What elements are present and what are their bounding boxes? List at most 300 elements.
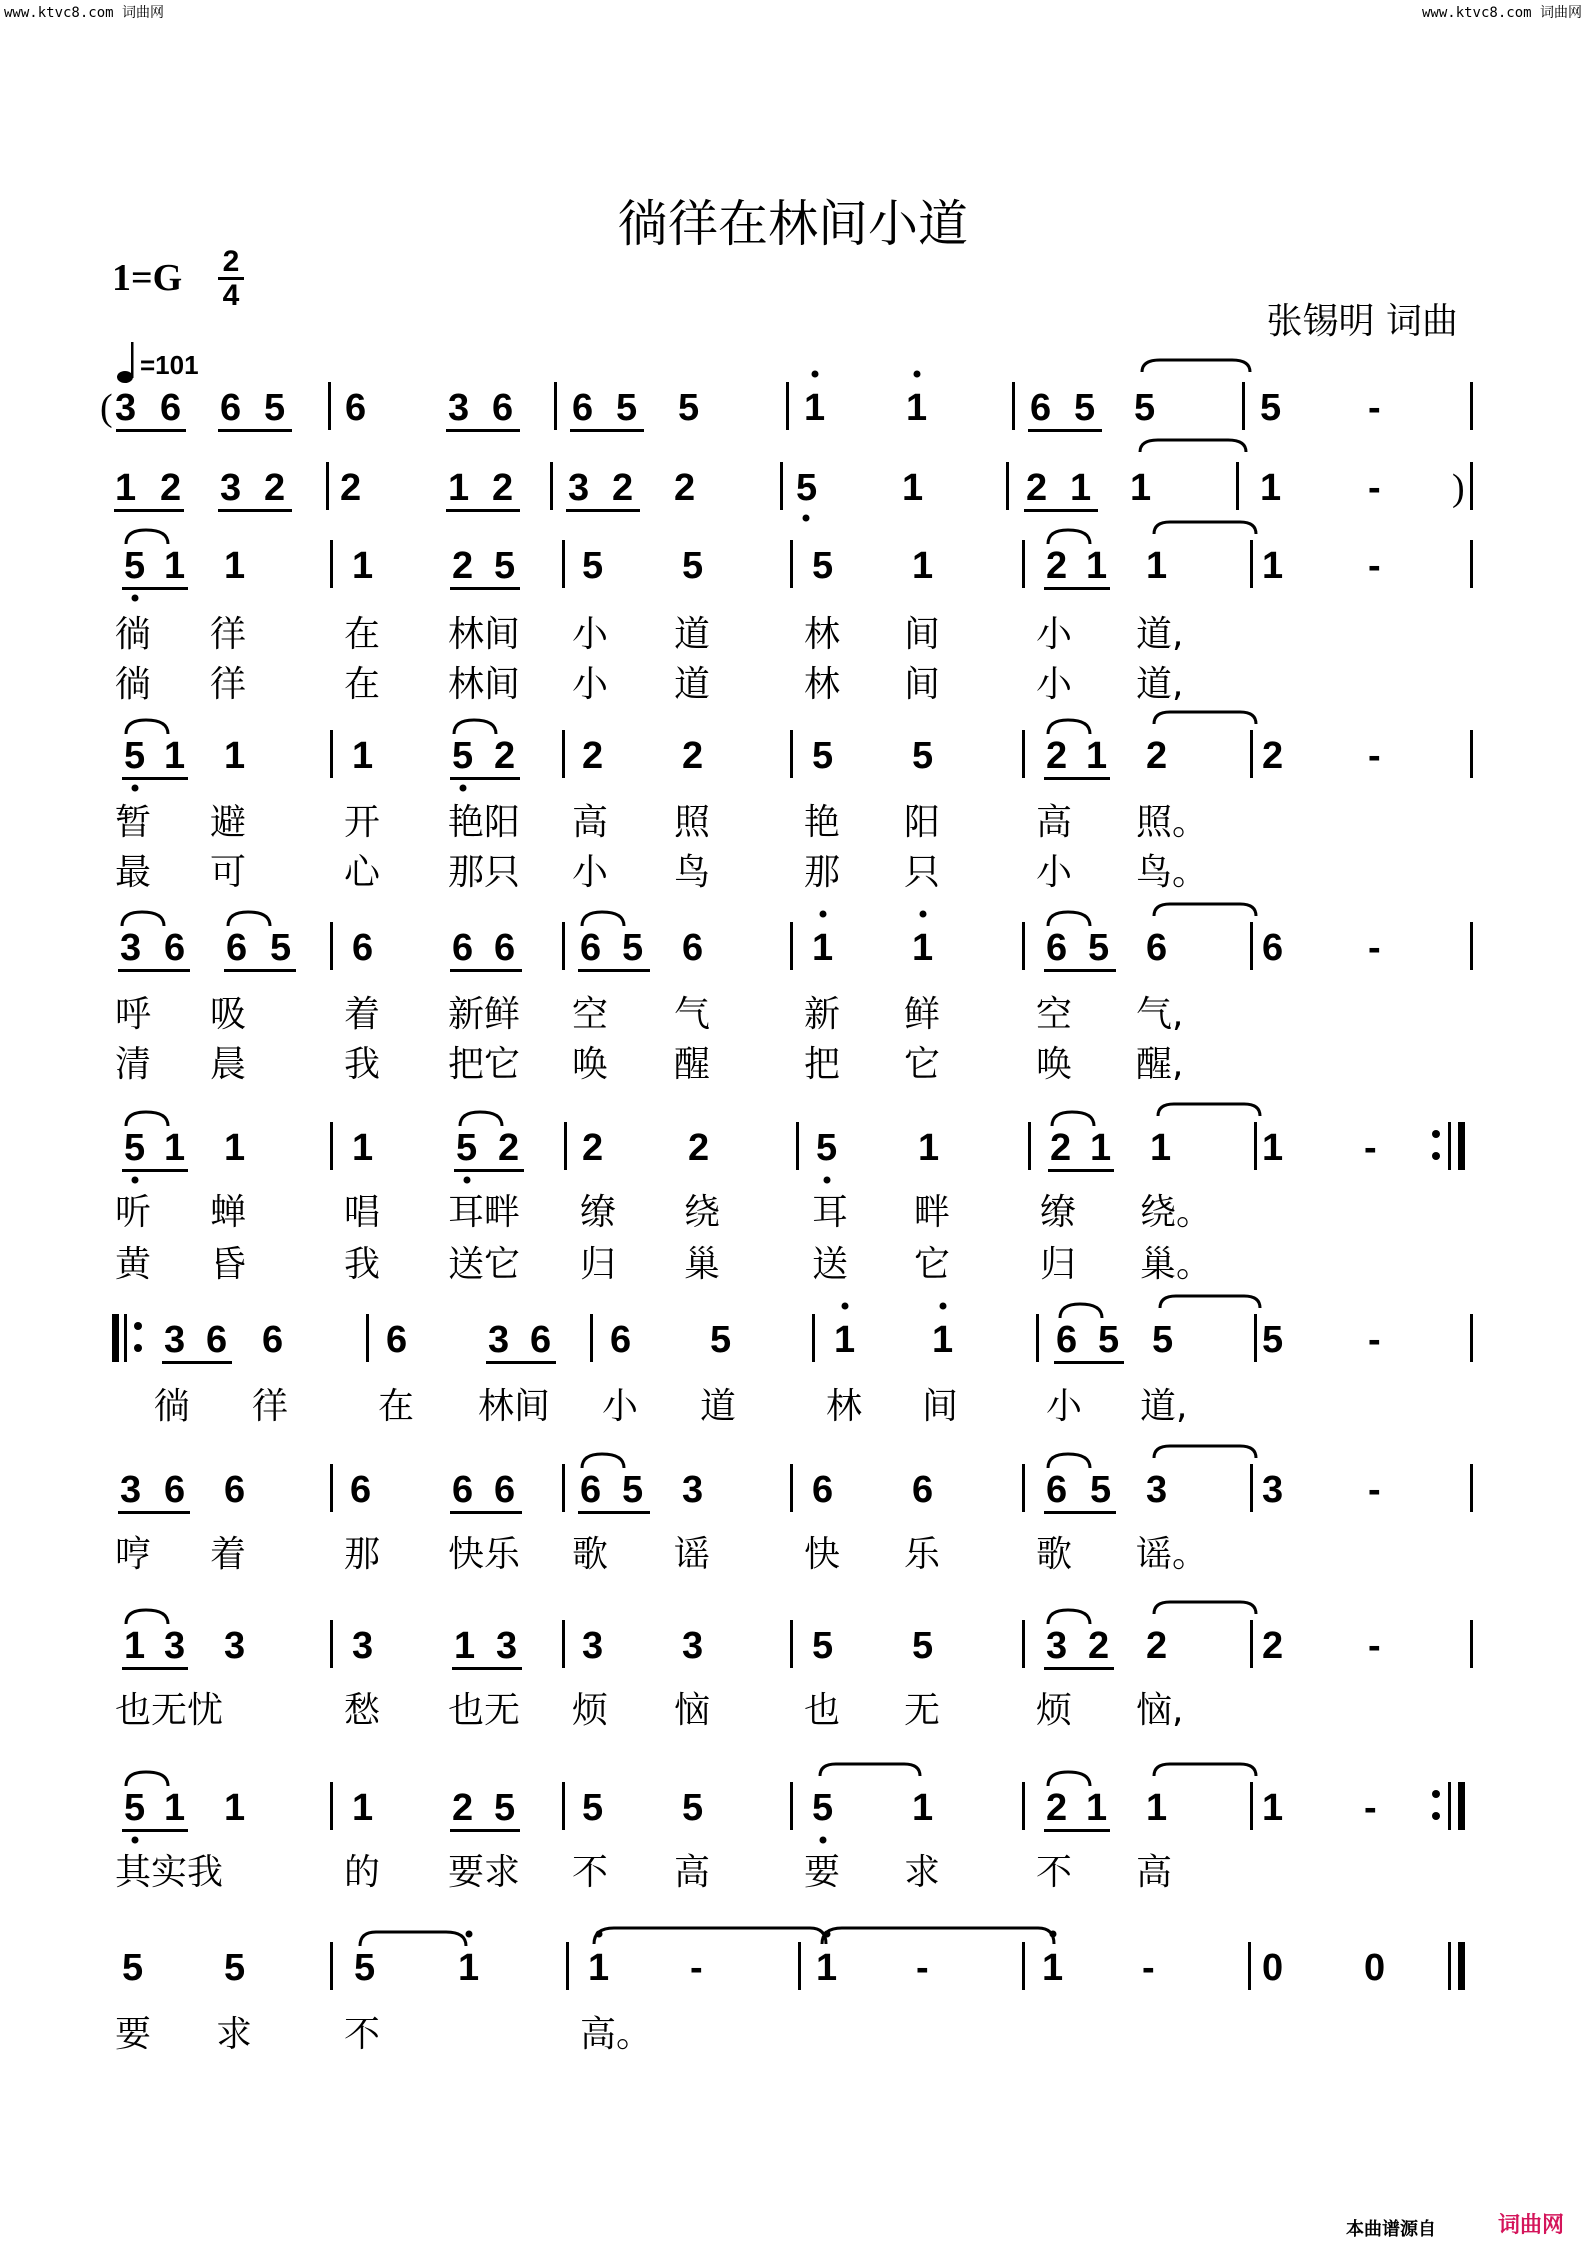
lyric-syllable: 也无忧: [115, 1690, 224, 1731]
tie-arc: [822, 1928, 1054, 1944]
bar-line: [1254, 1314, 1257, 1362]
note: 3: [1146, 1469, 1168, 1511]
lyric-syllable: 开: [344, 802, 381, 843]
bar-line: [1250, 1464, 1253, 1512]
note: (: [100, 387, 113, 429]
note: 3: [115, 387, 137, 429]
lyric-syllable: 心: [344, 852, 381, 893]
bar-line: [790, 922, 793, 970]
lyric-line: [0, 1684, 1586, 1732]
lyric-syllable: 避: [210, 802, 247, 843]
note: 2: [1262, 1625, 1284, 1667]
lyric-syllable: 道: [674, 664, 711, 705]
bar-line: [1250, 1782, 1253, 1830]
lyric-line: [0, 988, 1586, 1036]
note: 5: [582, 545, 604, 587]
slur-arc: [582, 912, 624, 926]
repeat-dot: [1432, 1130, 1440, 1138]
lyric-syllable: 徜: [115, 614, 152, 655]
note: 6: [262, 1319, 284, 1361]
lyric-syllable: 鸟。: [1136, 852, 1209, 893]
note: 1: [458, 1947, 480, 1989]
note: 5: [494, 1787, 516, 1829]
note: 0: [1262, 1947, 1284, 1989]
final-bar-line: [1448, 1942, 1451, 1990]
note: 5: [812, 545, 834, 587]
note: 6: [224, 1469, 246, 1511]
bar-line: [330, 1464, 333, 1512]
underline-beam: [1044, 587, 1110, 590]
bar-line: [1254, 1122, 1257, 1170]
lyric-line: [0, 1238, 1586, 1286]
lyric-syllable: 道,: [1136, 614, 1184, 655]
note: -: [916, 1947, 929, 1989]
lyric-syllable: 唱: [344, 1192, 381, 1233]
bar-line: [1036, 1314, 1039, 1362]
lyric-syllable: 鲜: [904, 994, 941, 1035]
lyric-syllable: 间: [904, 614, 941, 655]
note: 6: [164, 927, 186, 969]
note: 1: [454, 1625, 476, 1667]
lyric-syllable: 那只: [448, 852, 521, 893]
note: 5: [616, 387, 638, 429]
lyric-syllable: 新鲜: [448, 994, 521, 1035]
lyric-syllable: 哼: [115, 1534, 152, 1575]
slur-arc: [1052, 1112, 1094, 1126]
note: 5: [1098, 1319, 1120, 1361]
high-octave-dot: [842, 1303, 849, 1310]
note: 6: [912, 1469, 934, 1511]
lyric-syllable: 徉: [252, 1386, 289, 1427]
note: 6: [1030, 387, 1052, 429]
tie-arc: [594, 1928, 826, 1944]
lyrics-row-9-1: [0, 1684, 1586, 1732]
lyrics-row-4-2: [0, 846, 1586, 894]
lyric-syllable: 不: [1036, 1852, 1073, 1893]
tie-arc: [1154, 1602, 1256, 1614]
bar-line: [562, 730, 565, 778]
high-octave-dot: [920, 911, 927, 918]
bar-line: [330, 922, 333, 970]
underline-beam: [1044, 969, 1116, 972]
note: 1: [352, 735, 374, 777]
notation-row-4: [0, 708, 1586, 804]
lyric-syllable: 唤: [572, 1044, 609, 1085]
note: 2: [1046, 545, 1068, 587]
note: 2: [682, 735, 704, 777]
bar-line: [780, 462, 783, 510]
note: 2: [582, 1127, 604, 1169]
note: 3: [120, 1469, 142, 1511]
underline-beam: [446, 429, 520, 432]
staff-system-9: [0, 1598, 1586, 1694]
lyric-syllable: 送它: [448, 1244, 521, 1285]
lyric-syllable: 高。: [580, 2014, 653, 2055]
bar-line: [1470, 922, 1473, 970]
underline-beam: [122, 1169, 188, 1172]
lyric-syllable: 也无: [448, 1690, 521, 1731]
lyric-line: [0, 846, 1586, 894]
note: 6: [580, 1469, 602, 1511]
lyric-syllable: 要: [115, 2014, 152, 2055]
lyric-syllable: 耳畔: [448, 1192, 521, 1233]
lyric-line: [0, 1846, 1586, 1894]
high-octave-dot: [914, 371, 921, 378]
lyric-syllable: 吸: [210, 994, 247, 1035]
note: 1: [816, 1947, 838, 1989]
underline-beam: [1044, 777, 1110, 780]
lyric-syllable: 我: [344, 1244, 381, 1285]
bar-line: [326, 462, 329, 510]
underline-beam: [118, 1511, 190, 1514]
underline-beam: [116, 429, 186, 432]
underline-beam: [1048, 1169, 1114, 1172]
underline-beam: [118, 969, 190, 972]
note: 3: [682, 1469, 704, 1511]
note: 2: [498, 1127, 520, 1169]
note: 5: [622, 1469, 644, 1511]
note: -: [1368, 545, 1381, 587]
lyric-syllable: 要求: [448, 1852, 521, 1893]
note: 3: [220, 467, 242, 509]
note: 5: [622, 927, 644, 969]
underline-beam: [578, 969, 650, 972]
lyric-syllable: 小: [572, 614, 609, 655]
note: 6: [572, 387, 594, 429]
bar-line: [562, 1464, 565, 1512]
bar-line: [330, 1942, 333, 1990]
bar-line: [1470, 540, 1473, 588]
underline-beam: [446, 509, 520, 512]
lyric-syllable: 暂: [115, 802, 152, 843]
underline-beam: [122, 777, 188, 780]
bar-line: [550, 462, 553, 510]
lyric-line: [0, 1380, 1586, 1428]
lyric-syllable: 林: [804, 614, 841, 655]
low-octave-dot: [132, 1837, 139, 1844]
note: 2: [1046, 735, 1068, 777]
lyric-syllable: 小: [572, 664, 609, 705]
note: 3: [488, 1319, 510, 1361]
lyric-syllable: 徉: [210, 614, 247, 655]
lyric-syllable: 恼: [674, 1690, 711, 1731]
lyric-syllable: 最: [115, 852, 152, 893]
lyrics-row-3-1: [0, 608, 1586, 656]
lyric-line: [0, 1038, 1586, 1086]
bar-line: [1470, 1464, 1473, 1512]
lyrics-row-8-1: [0, 1528, 1586, 1576]
bar-line: [590, 1314, 593, 1362]
lyric-syllable: 在: [344, 614, 381, 655]
tie-arc: [1142, 360, 1250, 372]
note: 1: [1090, 1127, 1112, 1169]
note: 5: [682, 545, 704, 587]
note: 1: [1130, 467, 1152, 509]
lyric-syllable: 不: [344, 2014, 381, 2055]
note: 1: [1150, 1127, 1172, 1169]
note: 6: [220, 387, 242, 429]
bar-line: [790, 540, 793, 588]
lyric-syllable: 照。: [1136, 802, 1209, 843]
bar-line: [562, 1620, 565, 1668]
high-octave-dot: [940, 1303, 947, 1310]
note: 6: [206, 1319, 228, 1361]
slur-arc: [1048, 530, 1090, 544]
underline-beam: [122, 1667, 188, 1670]
underline-beam: [1044, 1667, 1114, 1670]
slur-arc: [126, 1112, 168, 1126]
lyric-syllable: 阳: [904, 802, 941, 843]
lyric-syllable: 昏: [210, 1244, 247, 1285]
note: 2: [612, 467, 634, 509]
song-title: 徜徉在林间小道: [618, 195, 968, 253]
note: -: [1368, 1469, 1381, 1511]
lyrics-row-6-1: [0, 1186, 1586, 1234]
note: 1: [588, 1947, 610, 1989]
site-watermark-right[interactable]: www.ktvc8.com 词曲网: [1421, 5, 1582, 21]
bar-line: [1022, 1620, 1025, 1668]
bar-line: [1470, 730, 1473, 778]
tie-arc: [1160, 1296, 1260, 1308]
note: 1: [1260, 467, 1282, 509]
note: 6: [492, 387, 514, 429]
high-octave-dot: [820, 911, 827, 918]
note: 5: [796, 467, 818, 509]
lyric-syllable: 送: [812, 1244, 849, 1285]
tie-arc: [1154, 522, 1256, 534]
bar-line: [562, 540, 565, 588]
note: 2: [160, 467, 182, 509]
slur-arc: [1060, 1304, 1102, 1318]
note: 2: [1262, 735, 1284, 777]
lyric-syllable: 也: [804, 1690, 841, 1731]
note: 5: [124, 545, 146, 587]
underline-beam: [218, 509, 292, 512]
lyric-syllable: 高: [1136, 1852, 1173, 1893]
bar-line: [1022, 1782, 1025, 1830]
underline-beam: [452, 1667, 522, 1670]
notation-row-3: [0, 518, 1586, 614]
lyric-syllable: 烦: [1036, 1690, 1073, 1731]
lyric-line: [0, 2008, 1586, 2056]
lyric-syllable: 恼,: [1136, 1690, 1184, 1731]
lyric-syllable: 着: [210, 1534, 247, 1575]
underline-beam: [570, 429, 644, 432]
note: 1: [912, 545, 934, 587]
lyric-syllable: 清: [115, 1044, 152, 1085]
note: 1: [1086, 545, 1108, 587]
lyric-syllable: 艳: [804, 802, 841, 843]
bar-line: [798, 1942, 801, 1990]
note: 2: [1088, 1625, 1110, 1667]
lyric-syllable: 小: [602, 1386, 639, 1427]
lyric-syllable: 只: [904, 852, 941, 893]
bar-line: [330, 1122, 333, 1170]
slur-arc: [1048, 912, 1090, 926]
bar-line: [1470, 462, 1473, 510]
tie-arc: [1158, 1104, 1260, 1116]
note: 6: [226, 927, 248, 969]
notation-row-6: [0, 1100, 1586, 1196]
note: 6: [164, 1469, 186, 1511]
lyric-syllable: 缭: [1040, 1192, 1077, 1233]
lyric-syllable: 可: [210, 852, 247, 893]
lyric-syllable: 它: [904, 1044, 941, 1085]
repeat-dot: [1432, 1790, 1440, 1798]
lyric-syllable: 乐: [904, 1534, 941, 1575]
lyric-syllable: 快: [804, 1534, 841, 1575]
note: -: [690, 1947, 703, 1989]
bar-line: [1012, 382, 1015, 430]
lyric-syllable: 晨: [210, 1044, 247, 1085]
note: 1: [1262, 1127, 1284, 1169]
lyrics-row-5-2: [0, 1038, 1586, 1086]
note: 1: [834, 1319, 856, 1361]
note: 6: [1056, 1319, 1078, 1361]
underline-beam: [450, 587, 520, 590]
note: 1: [1086, 1787, 1108, 1829]
lyric-syllable: 林间: [448, 664, 521, 705]
note: 5: [494, 545, 516, 587]
tie-arc: [1140, 440, 1246, 452]
slur-arc: [126, 530, 168, 544]
lyric-syllable: 道: [700, 1386, 737, 1427]
note: 1: [918, 1127, 940, 1169]
bar-line: [1248, 1942, 1251, 1990]
note: 5: [122, 1947, 144, 1989]
bar-line: [1242, 382, 1245, 430]
staff-system-10: [0, 1760, 1586, 1856]
note: 5: [812, 1625, 834, 1667]
bar-line: [1470, 1314, 1473, 1362]
lyric-syllable: 新: [804, 994, 841, 1035]
note: -: [1364, 1127, 1377, 1169]
tie-arc: [1154, 1446, 1256, 1458]
note: 3: [164, 1625, 186, 1667]
low-octave-dot: [132, 595, 139, 602]
note: 2: [1146, 1625, 1168, 1667]
note: 1: [224, 735, 246, 777]
slur-arc: [126, 1772, 168, 1786]
note: -: [1368, 1625, 1381, 1667]
lyric-syllable: 鸟: [674, 852, 711, 893]
note: -: [1368, 387, 1381, 429]
note: -: [1368, 735, 1381, 777]
note: 6: [530, 1319, 552, 1361]
underline-beam: [1024, 509, 1098, 512]
slur-arc: [1048, 1610, 1090, 1624]
note: 5: [354, 1947, 376, 1989]
lyric-line: [0, 658, 1586, 706]
bar-line: [566, 1942, 569, 1990]
staff-system-6: [0, 1100, 1586, 1196]
note: 6: [345, 387, 367, 429]
note: 6: [1046, 927, 1068, 969]
note: 5: [1088, 927, 1110, 969]
note: 3: [1046, 1625, 1068, 1667]
note: 3: [682, 1625, 704, 1667]
note: 3: [224, 1625, 246, 1667]
note: 3: [120, 927, 142, 969]
note: 2: [452, 1787, 474, 1829]
slur-arc: [122, 912, 164, 926]
lyric-syllable: 徜: [115, 664, 152, 705]
note: 3: [496, 1625, 518, 1667]
lyric-syllable: 醒,: [1136, 1044, 1184, 1085]
note: 1: [352, 545, 374, 587]
lyric-syllable: 照: [674, 802, 711, 843]
staff-system-8: [0, 1442, 1586, 1538]
lyric-syllable: 在: [344, 664, 381, 705]
note: 6: [1262, 927, 1284, 969]
note: 2: [494, 735, 516, 777]
lyric-syllable: 高: [1036, 802, 1073, 843]
low-octave-dot: [132, 785, 139, 792]
underline-beam: [122, 1829, 188, 1832]
lyric-syllable: 蝉: [210, 1192, 247, 1233]
lyric-syllable: 空: [572, 994, 609, 1035]
lyric-syllable: 林: [804, 664, 841, 705]
note: 5: [1262, 1319, 1284, 1361]
lyric-syllable: 归: [580, 1244, 617, 1285]
staff-system-7: [0, 1292, 1586, 1388]
note: 2: [492, 467, 514, 509]
staff-system-5: [0, 900, 1586, 996]
repeat-bar-thick: [1458, 1122, 1465, 1170]
lyric-syllable: 无: [904, 1690, 941, 1731]
lyric-syllable: 畔: [914, 1192, 951, 1233]
note: 6: [580, 927, 602, 969]
lyric-syllable: 歌: [572, 1534, 609, 1575]
site-logo[interactable]: 词曲网: [1497, 2213, 1564, 2238]
lyric-syllable: 的: [344, 1852, 381, 1893]
lyric-syllable: 谣: [674, 1534, 711, 1575]
lyric-syllable: 归: [1040, 1244, 1077, 1285]
lyric-syllable: 把它: [448, 1044, 521, 1085]
underline-beam: [486, 1361, 556, 1364]
lyric-syllable: 不: [572, 1852, 609, 1893]
note: 1: [1262, 1787, 1284, 1829]
site-watermark-left[interactable]: www.ktvc8.com 词曲网: [4, 5, 165, 21]
note: -: [1368, 1319, 1381, 1361]
lyric-syllable: 在: [378, 1386, 415, 1427]
notation-row-8: [0, 1442, 1586, 1538]
time-upper: 2: [218, 246, 244, 280]
note: 2: [1050, 1127, 1072, 1169]
underline-beam: [566, 509, 640, 512]
underline-beam: [1054, 1361, 1124, 1364]
bar-line: [1022, 1942, 1025, 1990]
low-octave-dot: [464, 1177, 471, 1184]
slur-arc: [1048, 1454, 1090, 1468]
lyric-syllable: 绕。: [1140, 1192, 1213, 1233]
note: 2: [582, 735, 604, 777]
note: 1: [912, 1787, 934, 1829]
note: 1: [1070, 467, 1092, 509]
slur-arc: [460, 1112, 502, 1126]
note: 5: [124, 735, 146, 777]
lyric-syllable: 小: [1036, 614, 1073, 655]
note: 1: [912, 927, 934, 969]
note: ): [1452, 467, 1465, 509]
note: 2: [1026, 467, 1048, 509]
slur-arc: [1048, 720, 1090, 734]
final-bar-thick: [1458, 1942, 1465, 1990]
lyric-syllable: 道,: [1136, 664, 1184, 705]
underline-beam: [122, 587, 188, 590]
note: 6: [610, 1319, 632, 1361]
note: 1: [352, 1787, 374, 1829]
